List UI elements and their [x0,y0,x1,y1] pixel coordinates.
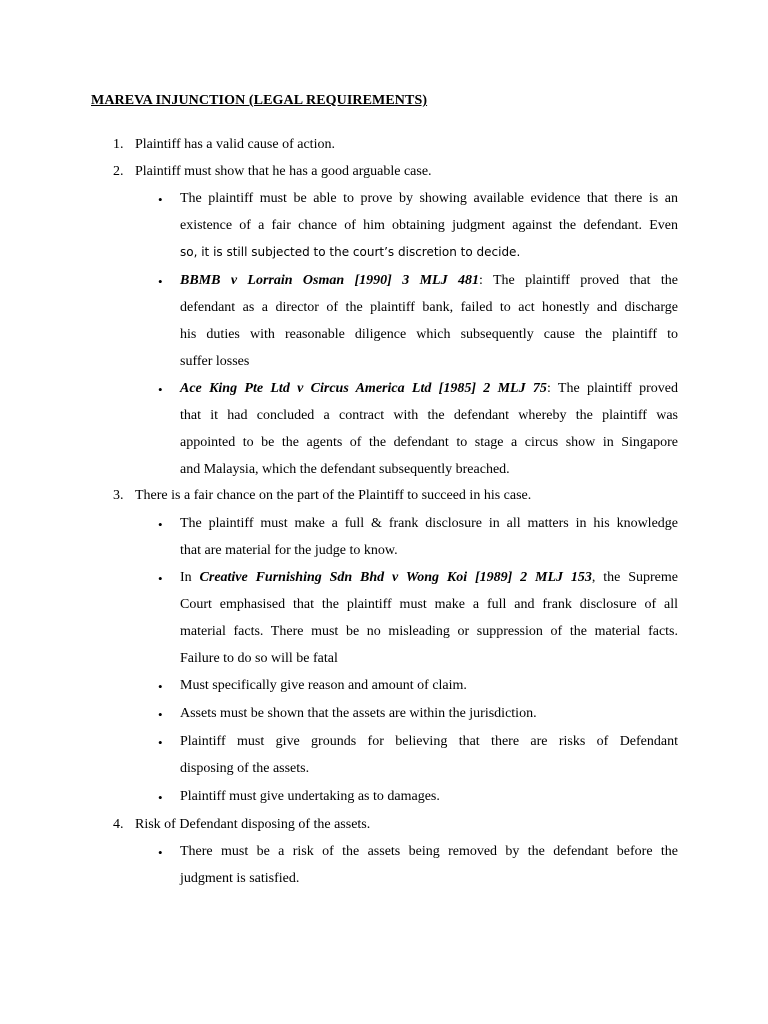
item-text: Plaintiff must show that he has a good arguable case. [135,164,432,179]
bullet-icon: • [158,382,163,397]
item-number: 1. [113,137,124,152]
bullet-icon: • [158,845,163,860]
paragraph-line: judgment is satisfied. [180,871,300,886]
paragraph-line: disposing of the assets. [180,761,310,776]
paragraph-line: The plaintiff must be able to prove by showing available evidence that there is an [180,191,678,206]
paragraph-line: his duties with reasonable diligence which subsequently cause the plaintiff to [180,327,678,342]
paragraph-line: material facts. There must be no misleading or suppression of the material facts. [180,624,678,639]
paragraph-line: that it had concluded a contract with the defendant whereby the plaintiff was [180,408,678,423]
item-text: Plaintiff has a valid cause of action. [135,137,335,152]
bullet-paragraph [180,672,678,699]
bullet-icon: • [158,679,163,694]
paragraph-line [180,564,678,591]
bullet-paragraph [180,728,678,782]
bullet-paragraph [180,783,678,810]
paragraph-text: : The plaintiff proved [546,381,679,396]
bullet-icon: • [158,735,163,750]
case-citation: BBMB v Lorrain Osman [1990] 3 MLJ 481 [180,273,479,288]
paragraph-line: appointed to be the agents of the defendant to stage a circus show in Singapore [180,435,678,450]
document-title: MAREVA INJUNCTION (LEGAL REQUIREMENTS) [91,93,428,108]
paragraph-line: existence of a fair chance of him obtaining judgment against the defendant. Even [180,218,678,233]
bullet-icon: • [158,192,163,207]
paragraph-line: Plaintiff must give undertaking as to damages. [180,789,440,804]
paragraph-text: In [180,570,200,585]
case-citation: Ace King Pte Ltd v Circus America Ltd [1985] 2 MLJ 75 [180,381,547,396]
bullet-icon: • [158,707,163,722]
bullet-icon: • [158,274,163,289]
item-text: There is a fair chance on the part of the Plaintiff to succeed in his case. [135,488,532,503]
bullet-paragraph [180,267,678,375]
bullet-icon: • [158,571,163,586]
paragraph-line: There must be a risk of the assets being removed by the defendant before the [180,844,678,859]
paragraph-text: , the Supreme [591,570,678,585]
paragraph-line: and Malaysia, which the defendant subsequently breached. [180,462,510,477]
item-number: 4. [113,817,124,832]
bullet-paragraph [180,510,678,564]
paragraph-line: so, it is still subjected to the court’s discretion to decide. [180,245,521,259]
item-text: Risk of Defendant disposing of the assets. [135,817,371,832]
bullet-paragraph [180,375,678,483]
bullet-icon: • [158,517,163,532]
paragraph-line: The plaintiff must make a full & frank disclosure in all matters in his knowledge [180,516,678,531]
bullet-paragraph [180,564,678,672]
bullet-icon: • [158,790,163,805]
paragraph-line [180,267,678,294]
paragraph-line: Assets must be shown that the assets are within the jurisdiction. [180,706,537,721]
bullet-paragraph [180,838,678,892]
paragraph-line: Must specifically give reason and amount of claim. [180,678,467,693]
item-number: 3. [113,488,124,503]
paragraph-text: : The plaintiff proved that the [478,273,679,288]
case-citation: Creative Furnishing Sdn Bhd v Wong Koi [1989] 2 MLJ 153 [199,570,592,585]
item-number: 2. [113,164,124,179]
bullet-paragraph [180,700,678,727]
bullet-paragraph [180,185,678,266]
paragraph-line: Failure to do so will be fatal [180,651,338,666]
paragraph-line: suffer losses [180,354,250,369]
paragraph-line: that are material for the judge to know. [180,543,398,558]
paragraph-line: Court emphasised that the plaintiff must make a full and frank disclosure of all [180,597,678,612]
paragraph-line: Plaintiff must give grounds for believing that there are risks of Defendant [180,734,678,749]
paragraph-line [180,375,678,402]
paragraph-line: defendant as a director of the plaintiff bank, failed to act honestly and discharge [180,300,678,315]
